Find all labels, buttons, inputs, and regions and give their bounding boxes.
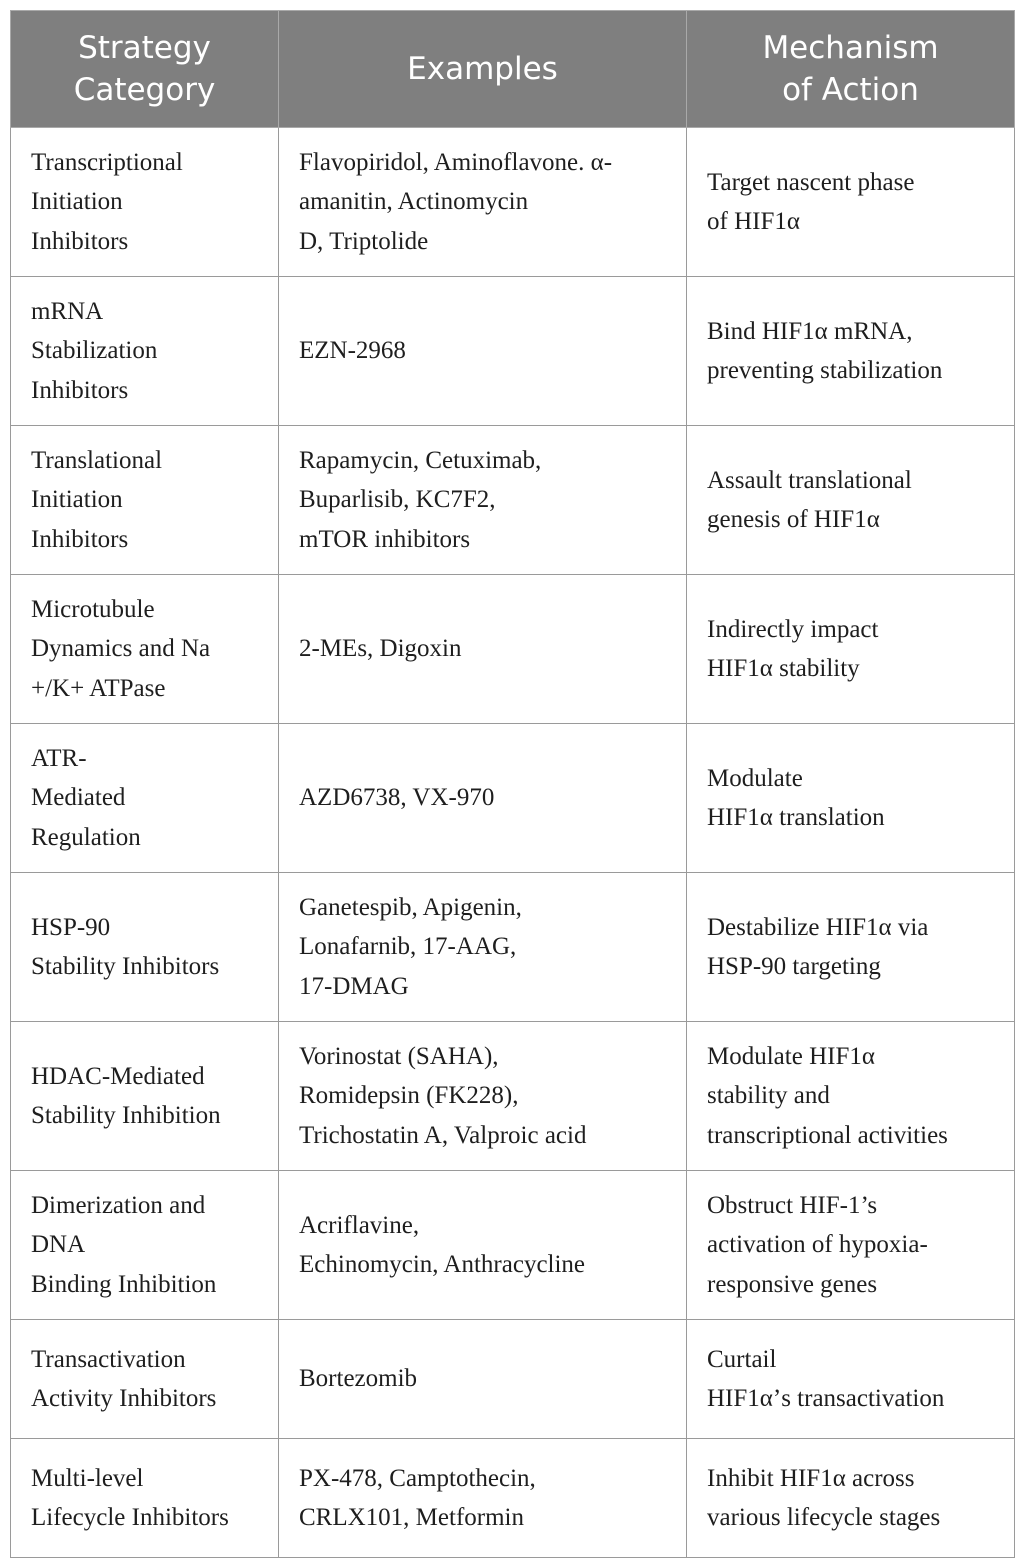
cell-mechanism: Destabilize HIF1α via HSP-90 targeting [687,873,1015,1022]
cell-mechanism: Curtail HIF1α’s transactivation [687,1320,1015,1439]
cell-examples: 2-MEs, Digoxin [279,575,687,724]
cell-examples: PX-478, Camptothecin, CRLX101, Metformin [279,1439,687,1558]
cell-mechanism: Indirectly impact HIF1α stability [687,575,1015,724]
cell-examples: Rapamycin, Cetuximab, Buparlisib, KC7F2, mTOR inhibitors [279,426,687,575]
cell-strategy: Translational Initiation Inhibitors [11,426,279,575]
cell-examples: Ganetespib, Apigenin, Lonafarnib, 17-AAG, 17-DMAG [279,873,687,1022]
cell-strategy: Transactivation Activity Inhibitors [11,1320,279,1439]
header-examples: Examples [279,11,687,128]
cell-strategy: HDAC-Mediated Stability Inhibition [11,1022,279,1171]
table-row [11,128,1015,277]
cell-examples: Vorinostat (SAHA), Romidepsin (FK228), Trichostatin A, Valproic acid [279,1022,687,1171]
cell-mechanism: Inhibit HIF1α across various lifecycle stages [687,1439,1015,1558]
strategy-table-container [10,10,1014,1558]
table-row [11,1022,1015,1171]
cell-mechanism: Obstruct HIF-1’s activation of hypoxia- responsive genes [687,1171,1015,1320]
cell-strategy: Microtubule Dynamics and Na +/K+ ATPase [11,575,279,724]
cell-mechanism: Assault translational genesis of HIF1α [687,426,1015,575]
cell-strategy: mRNA Stabilization Inhibitors [11,277,279,426]
cell-strategy: Multi-level Lifecycle Inhibitors [11,1439,279,1558]
cell-examples: Flavopiridol, Aminoflavone. α- amanitin, Actinomycin D, Triptolide [279,128,687,277]
hif1a-strategy-table [10,10,1015,1558]
table-row [11,1171,1015,1320]
cell-examples: Acriflavine, Echinomycin, Anthracycline [279,1171,687,1320]
header-row [11,11,1015,128]
cell-examples: AZD6738, VX-970 [279,724,687,873]
cell-strategy: Dimerization and DNA Binding Inhibition [11,1171,279,1320]
header-strategy-category: Strategy Category [11,11,279,128]
cell-mechanism: Bind HIF1α mRNA, preventing stabilization [687,277,1015,426]
table-row [11,426,1015,575]
cell-mechanism: Target nascent phase of HIF1α [687,128,1015,277]
cell-examples: EZN-2968 [279,277,687,426]
cell-strategy: HSP-90 Stability Inhibitors [11,873,279,1022]
cell-mechanism: Modulate HIF1α translation [687,724,1015,873]
table-row [11,277,1015,426]
table-row [11,1320,1015,1439]
cell-examples: Bortezomib [279,1320,687,1439]
table-row [11,1439,1015,1558]
table-row [11,575,1015,724]
cell-strategy: Transcriptional Initiation Inhibitors [11,128,279,277]
cell-strategy: ATR- Mediated Regulation [11,724,279,873]
header-mechanism-of-action: Mechanism of Action [687,11,1015,128]
cell-mechanism: Modulate HIF1α stability and transcriptional activities [687,1022,1015,1171]
table-row [11,724,1015,873]
table-row [11,873,1015,1022]
